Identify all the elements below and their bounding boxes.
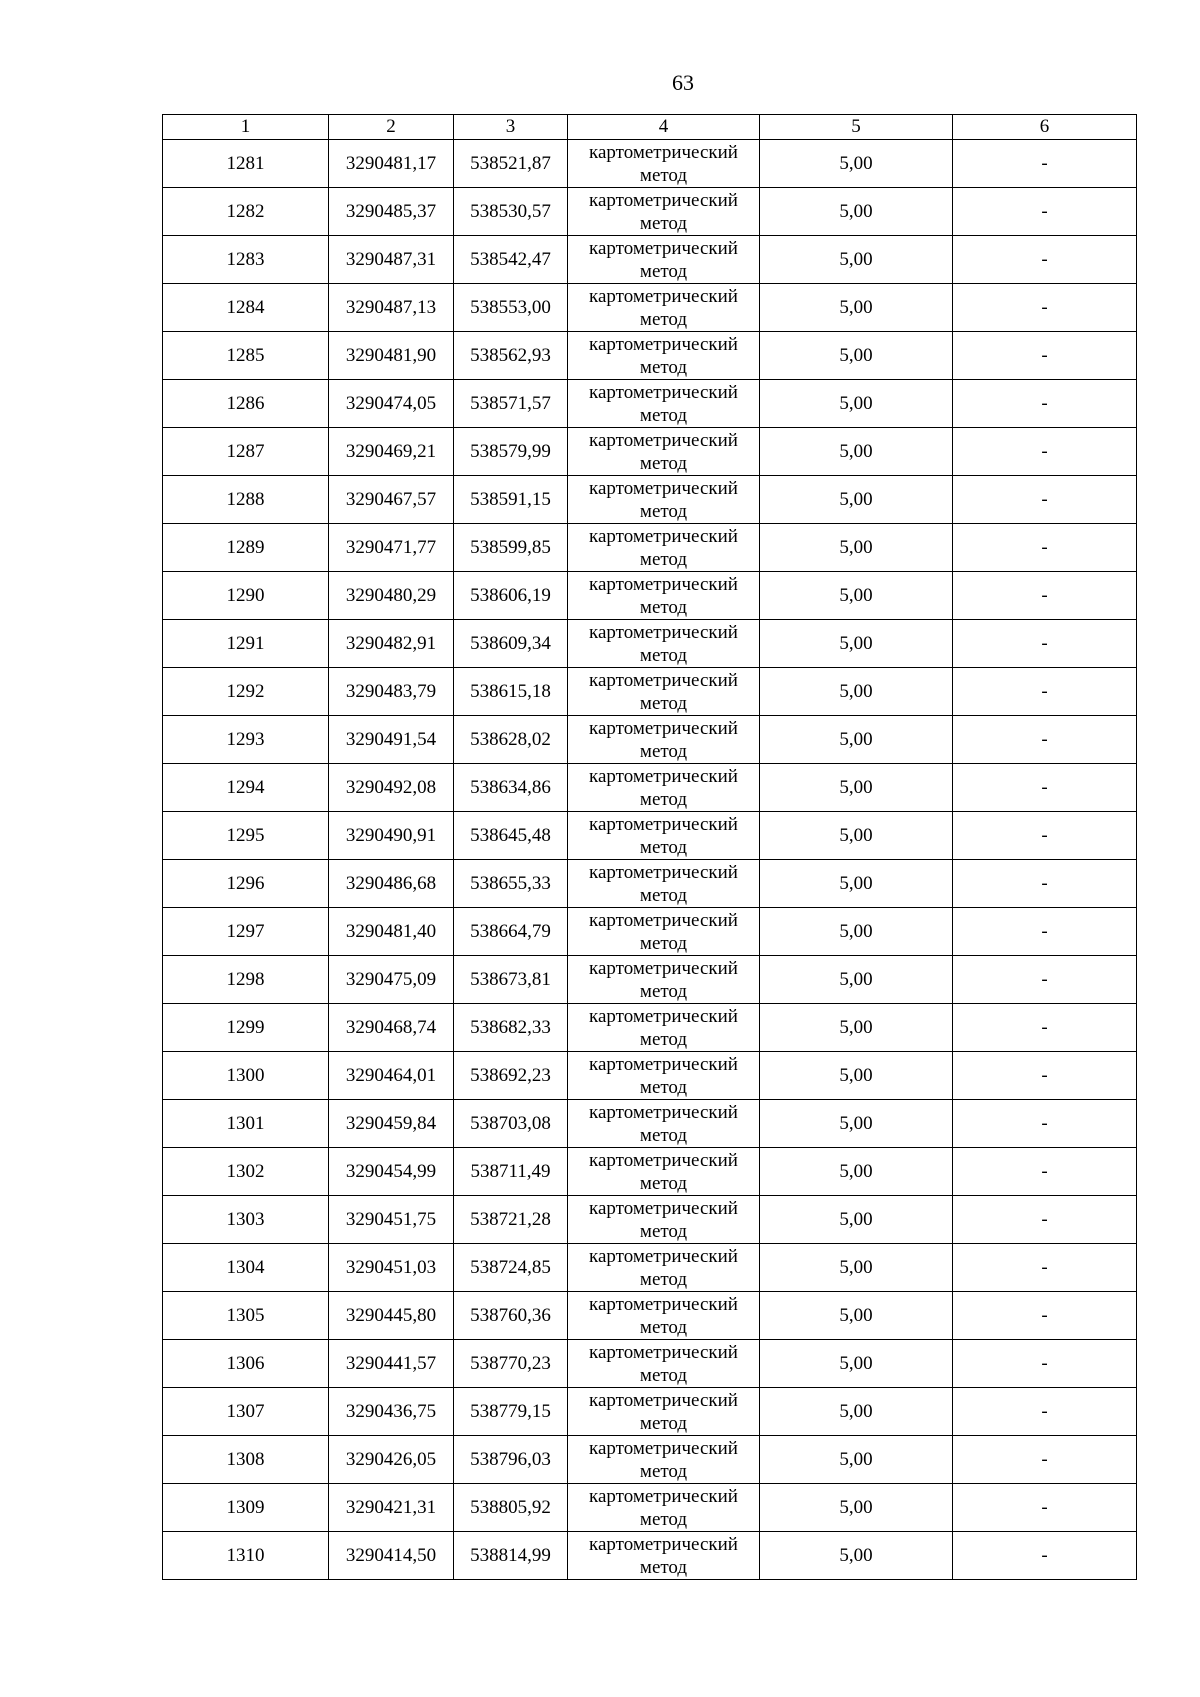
- y-coordinate-cell: 538628,02: [454, 716, 568, 764]
- table-row: [163, 860, 1137, 908]
- point-number-cell: 1305: [163, 1292, 329, 1340]
- method-text: картометрический метод: [589, 1485, 738, 1530]
- x-coordinate-cell: 3290454,99: [329, 1148, 454, 1196]
- y-coordinate-cell: 538579,99: [454, 428, 568, 476]
- point-number-cell: 1306: [163, 1340, 329, 1388]
- table-row: [163, 1388, 1137, 1436]
- x-coordinate-cell: 3290441,57: [329, 1340, 454, 1388]
- y-coordinate-cell: 538760,36: [454, 1292, 568, 1340]
- method-cell: [568, 956, 760, 1004]
- table-row: [163, 572, 1137, 620]
- method-cell: [568, 524, 760, 572]
- method-cell: [568, 1484, 760, 1532]
- table-row: [163, 524, 1137, 572]
- table-row: [163, 476, 1137, 524]
- method-text: картометрический метод: [589, 333, 738, 378]
- header-col-5: 5: [760, 115, 953, 140]
- accuracy-cell: 5,00: [760, 1340, 953, 1388]
- method-cell: [568, 1244, 760, 1292]
- accuracy-cell: 5,00: [760, 332, 953, 380]
- method-cell: [568, 1052, 760, 1100]
- method-text: картометрический метод: [589, 525, 738, 570]
- note-cell: -: [953, 1004, 1137, 1052]
- point-number-cell: 1295: [163, 812, 329, 860]
- y-coordinate-cell: 538814,99: [454, 1532, 568, 1580]
- point-number-cell: 1291: [163, 620, 329, 668]
- x-coordinate-cell: 3290481,90: [329, 332, 454, 380]
- note-cell: -: [953, 428, 1137, 476]
- method-cell: [568, 236, 760, 284]
- table-row: [163, 1484, 1137, 1532]
- method-text: картометрический метод: [589, 1245, 738, 1290]
- note-cell: -: [953, 860, 1137, 908]
- coordinates-table: [162, 114, 1137, 1580]
- note-cell: -: [953, 620, 1137, 668]
- method-text: картометрический метод: [589, 957, 738, 1002]
- accuracy-cell: 5,00: [760, 1196, 953, 1244]
- point-number-cell: 1310: [163, 1532, 329, 1580]
- method-cell: [568, 620, 760, 668]
- table-row: [163, 1436, 1137, 1484]
- table-row: [163, 140, 1137, 188]
- header-col-3: 3: [454, 115, 568, 140]
- method-text: картометрический метод: [589, 1005, 738, 1050]
- table-row: [163, 380, 1137, 428]
- point-number-cell: 1296: [163, 860, 329, 908]
- note-cell: -: [953, 188, 1137, 236]
- y-coordinate-cell: 538796,03: [454, 1436, 568, 1484]
- x-coordinate-cell: 3290436,75: [329, 1388, 454, 1436]
- table-row: [163, 956, 1137, 1004]
- accuracy-cell: 5,00: [760, 860, 953, 908]
- point-number-cell: 1297: [163, 908, 329, 956]
- x-coordinate-cell: 3290481,17: [329, 140, 454, 188]
- method-cell: [568, 1436, 760, 1484]
- y-coordinate-cell: 538521,87: [454, 140, 568, 188]
- point-number-cell: 1287: [163, 428, 329, 476]
- method-text: картометрический метод: [589, 1437, 738, 1482]
- y-coordinate-cell: 538779,15: [454, 1388, 568, 1436]
- y-coordinate-cell: 538724,85: [454, 1244, 568, 1292]
- point-number-cell: 1292: [163, 668, 329, 716]
- x-coordinate-cell: 3290490,91: [329, 812, 454, 860]
- method-text: картометрический метод: [589, 381, 738, 426]
- table-row: [163, 812, 1137, 860]
- table-row: [163, 1148, 1137, 1196]
- y-coordinate-cell: 538609,34: [454, 620, 568, 668]
- note-cell: -: [953, 1292, 1137, 1340]
- x-coordinate-cell: 3290492,08: [329, 764, 454, 812]
- note-cell: -: [953, 1052, 1137, 1100]
- note-cell: -: [953, 1532, 1137, 1580]
- method-text: картометрический метод: [589, 669, 738, 714]
- x-coordinate-cell: 3290487,31: [329, 236, 454, 284]
- x-coordinate-cell: 3290486,68: [329, 860, 454, 908]
- x-coordinate-cell: 3290464,01: [329, 1052, 454, 1100]
- point-number-cell: 1309: [163, 1484, 329, 1532]
- note-cell: -: [953, 1196, 1137, 1244]
- point-number-cell: 1300: [163, 1052, 329, 1100]
- table-row: [163, 1244, 1137, 1292]
- x-coordinate-cell: 3290482,91: [329, 620, 454, 668]
- point-number-cell: 1298: [163, 956, 329, 1004]
- table-row: [163, 1532, 1137, 1580]
- method-text: картометрический метод: [589, 141, 738, 186]
- method-cell: [568, 1100, 760, 1148]
- x-coordinate-cell: 3290487,13: [329, 284, 454, 332]
- note-cell: -: [953, 1484, 1137, 1532]
- method-text: картометрический метод: [589, 1197, 738, 1242]
- note-cell: -: [953, 1340, 1137, 1388]
- method-text: картометрический метод: [589, 1149, 738, 1194]
- point-number-cell: 1304: [163, 1244, 329, 1292]
- x-coordinate-cell: 3290483,79: [329, 668, 454, 716]
- method-text: картометрический метод: [589, 717, 738, 762]
- accuracy-cell: 5,00: [760, 524, 953, 572]
- method-text: картометрический метод: [589, 1389, 738, 1434]
- method-cell: [568, 284, 760, 332]
- accuracy-cell: 5,00: [760, 1436, 953, 1484]
- note-cell: -: [953, 1244, 1137, 1292]
- y-coordinate-cell: 538645,48: [454, 812, 568, 860]
- method-cell: [568, 1340, 760, 1388]
- accuracy-cell: 5,00: [760, 1532, 953, 1580]
- method-text: картометрический метод: [589, 189, 738, 234]
- method-cell: [568, 860, 760, 908]
- note-cell: -: [953, 140, 1137, 188]
- accuracy-cell: 5,00: [760, 812, 953, 860]
- point-number-cell: 1307: [163, 1388, 329, 1436]
- page-number: 63: [672, 70, 694, 95]
- y-coordinate-cell: 538606,19: [454, 572, 568, 620]
- point-number-cell: 1282: [163, 188, 329, 236]
- note-cell: -: [953, 524, 1137, 572]
- accuracy-cell: 5,00: [760, 284, 953, 332]
- note-cell: -: [953, 380, 1137, 428]
- table-body: [163, 140, 1137, 1580]
- point-number-cell: 1303: [163, 1196, 329, 1244]
- header-col-6: 6: [953, 115, 1137, 140]
- accuracy-cell: 5,00: [760, 1100, 953, 1148]
- y-coordinate-cell: 538591,15: [454, 476, 568, 524]
- method-text: картометрический метод: [589, 477, 738, 522]
- y-coordinate-cell: 538682,33: [454, 1004, 568, 1052]
- method-cell: [568, 764, 760, 812]
- y-coordinate-cell: 538673,81: [454, 956, 568, 1004]
- x-coordinate-cell: 3290474,05: [329, 380, 454, 428]
- table-row: [163, 1052, 1137, 1100]
- method-cell: [568, 380, 760, 428]
- x-coordinate-cell: 3290451,03: [329, 1244, 454, 1292]
- method-text: картометрический метод: [589, 1533, 738, 1578]
- method-cell: [568, 140, 760, 188]
- accuracy-cell: 5,00: [760, 668, 953, 716]
- x-coordinate-cell: 3290469,21: [329, 428, 454, 476]
- method-cell: [568, 1196, 760, 1244]
- note-cell: -: [953, 1100, 1137, 1148]
- method-cell: [568, 812, 760, 860]
- accuracy-cell: 5,00: [760, 1004, 953, 1052]
- x-coordinate-cell: 3290467,57: [329, 476, 454, 524]
- point-number-cell: 1293: [163, 716, 329, 764]
- table-row: [163, 236, 1137, 284]
- y-coordinate-cell: 538692,23: [454, 1052, 568, 1100]
- method-cell: [568, 572, 760, 620]
- method-text: картометрический метод: [589, 237, 738, 282]
- x-coordinate-cell: 3290480,29: [329, 572, 454, 620]
- accuracy-cell: 5,00: [760, 716, 953, 764]
- accuracy-cell: 5,00: [760, 1244, 953, 1292]
- method-text: картометрический метод: [589, 861, 738, 906]
- table-row: [163, 764, 1137, 812]
- method-text: картометрический метод: [589, 621, 738, 666]
- note-cell: -: [953, 668, 1137, 716]
- y-coordinate-cell: 538615,18: [454, 668, 568, 716]
- table-row: [163, 716, 1137, 764]
- x-coordinate-cell: 3290491,54: [329, 716, 454, 764]
- method-text: картометрический метод: [589, 429, 738, 474]
- y-coordinate-cell: 538655,33: [454, 860, 568, 908]
- table-header-row: [163, 115, 1137, 140]
- table-row: [163, 1004, 1137, 1052]
- method-text: картометрический метод: [589, 765, 738, 810]
- point-number-cell: 1286: [163, 380, 329, 428]
- method-cell: [568, 1388, 760, 1436]
- point-number-cell: 1284: [163, 284, 329, 332]
- accuracy-cell: 5,00: [760, 1148, 953, 1196]
- method-text: картометрический метод: [589, 1053, 738, 1098]
- y-coordinate-cell: 538770,23: [454, 1340, 568, 1388]
- table-row: [163, 188, 1137, 236]
- point-number-cell: 1283: [163, 236, 329, 284]
- accuracy-cell: 5,00: [760, 908, 953, 956]
- x-coordinate-cell: 3290481,40: [329, 908, 454, 956]
- note-cell: -: [953, 476, 1137, 524]
- point-number-cell: 1288: [163, 476, 329, 524]
- point-number-cell: 1301: [163, 1100, 329, 1148]
- note-cell: -: [953, 1436, 1137, 1484]
- accuracy-cell: 5,00: [760, 572, 953, 620]
- x-coordinate-cell: 3290475,09: [329, 956, 454, 1004]
- accuracy-cell: 5,00: [760, 620, 953, 668]
- method-text: картометрический метод: [589, 285, 738, 330]
- note-cell: -: [953, 1388, 1137, 1436]
- method-text: картометрический метод: [589, 573, 738, 618]
- method-cell: [568, 908, 760, 956]
- y-coordinate-cell: 538553,00: [454, 284, 568, 332]
- x-coordinate-cell: 3290471,77: [329, 524, 454, 572]
- table-row: [163, 284, 1137, 332]
- header-col-2: 2: [329, 115, 454, 140]
- method-text: картометрический метод: [589, 1293, 738, 1338]
- accuracy-cell: 5,00: [760, 236, 953, 284]
- accuracy-cell: 5,00: [760, 188, 953, 236]
- accuracy-cell: 5,00: [760, 140, 953, 188]
- header-col-1: 1: [163, 115, 329, 140]
- method-cell: [568, 1004, 760, 1052]
- y-coordinate-cell: 538530,57: [454, 188, 568, 236]
- point-number-cell: 1285: [163, 332, 329, 380]
- accuracy-cell: 5,00: [760, 764, 953, 812]
- note-cell: -: [953, 716, 1137, 764]
- method-cell: [568, 1532, 760, 1580]
- x-coordinate-cell: 3290485,37: [329, 188, 454, 236]
- point-number-cell: 1289: [163, 524, 329, 572]
- x-coordinate-cell: 3290426,05: [329, 1436, 454, 1484]
- y-coordinate-cell: 538711,49: [454, 1148, 568, 1196]
- accuracy-cell: 5,00: [760, 476, 953, 524]
- method-text: картометрический метод: [589, 813, 738, 858]
- method-cell: [568, 188, 760, 236]
- table-row: [163, 908, 1137, 956]
- method-text: картометрический метод: [589, 909, 738, 954]
- y-coordinate-cell: 538562,93: [454, 332, 568, 380]
- point-number-cell: 1299: [163, 1004, 329, 1052]
- accuracy-cell: 5,00: [760, 380, 953, 428]
- table-row: [163, 620, 1137, 668]
- method-cell: [568, 476, 760, 524]
- method-text: картометрический метод: [589, 1341, 738, 1386]
- x-coordinate-cell: 3290468,74: [329, 1004, 454, 1052]
- y-coordinate-cell: 538721,28: [454, 1196, 568, 1244]
- accuracy-cell: 5,00: [760, 1052, 953, 1100]
- y-coordinate-cell: 538571,57: [454, 380, 568, 428]
- note-cell: -: [953, 332, 1137, 380]
- point-number-cell: 1290: [163, 572, 329, 620]
- x-coordinate-cell: 3290421,31: [329, 1484, 454, 1532]
- note-cell: -: [953, 572, 1137, 620]
- table-row: [163, 668, 1137, 716]
- method-cell: [568, 668, 760, 716]
- x-coordinate-cell: 3290414,50: [329, 1532, 454, 1580]
- note-cell: -: [953, 812, 1137, 860]
- accuracy-cell: 5,00: [760, 1388, 953, 1436]
- method-cell: [568, 332, 760, 380]
- table-row: [163, 1196, 1137, 1244]
- table-row: [163, 332, 1137, 380]
- note-cell: -: [953, 908, 1137, 956]
- y-coordinate-cell: 538599,85: [454, 524, 568, 572]
- x-coordinate-cell: 3290445,80: [329, 1292, 454, 1340]
- method-text: картометрический метод: [589, 1101, 738, 1146]
- accuracy-cell: 5,00: [760, 956, 953, 1004]
- note-cell: -: [953, 236, 1137, 284]
- table-row: [163, 1100, 1137, 1148]
- point-number-cell: 1294: [163, 764, 329, 812]
- accuracy-cell: 5,00: [760, 1292, 953, 1340]
- header-col-4: 4: [568, 115, 760, 140]
- method-cell: [568, 428, 760, 476]
- point-number-cell: 1308: [163, 1436, 329, 1484]
- table-row: [163, 1292, 1137, 1340]
- y-coordinate-cell: 538634,86: [454, 764, 568, 812]
- table-row: [163, 428, 1137, 476]
- y-coordinate-cell: 538703,08: [454, 1100, 568, 1148]
- note-cell: -: [953, 284, 1137, 332]
- y-coordinate-cell: 538664,79: [454, 908, 568, 956]
- method-cell: [568, 1292, 760, 1340]
- note-cell: -: [953, 956, 1137, 1004]
- method-cell: [568, 716, 760, 764]
- table-row: [163, 1340, 1137, 1388]
- accuracy-cell: 5,00: [760, 1484, 953, 1532]
- point-number-cell: 1281: [163, 140, 329, 188]
- x-coordinate-cell: 3290451,75: [329, 1196, 454, 1244]
- accuracy-cell: 5,00: [760, 428, 953, 476]
- method-cell: [568, 1148, 760, 1196]
- x-coordinate-cell: 3290459,84: [329, 1100, 454, 1148]
- y-coordinate-cell: 538805,92: [454, 1484, 568, 1532]
- point-number-cell: 1302: [163, 1148, 329, 1196]
- note-cell: -: [953, 1148, 1137, 1196]
- y-coordinate-cell: 538542,47: [454, 236, 568, 284]
- note-cell: -: [953, 764, 1137, 812]
